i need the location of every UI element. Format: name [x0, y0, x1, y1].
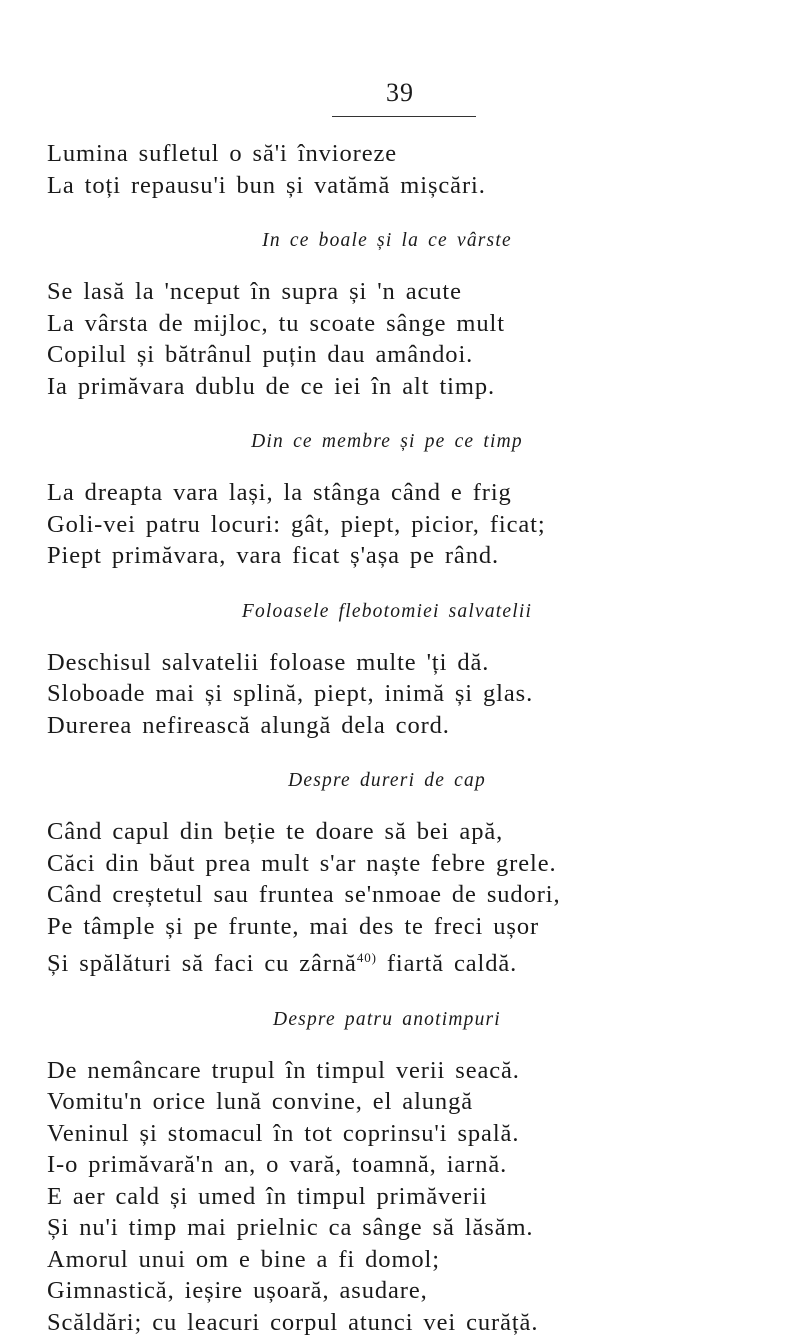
- verse-text: Și spălături să faci cu zârnă: [47, 950, 357, 977]
- verse-line: Pe tâmple și pe frunte, mai des te freci ușor: [47, 911, 767, 943]
- verse-line: Durerea nefirească alungă dela cord.: [47, 710, 767, 742]
- verse-line: Se lasă la 'nceput în supra și 'n acute: [47, 276, 767, 308]
- section-heading: Despre dureri de cap: [47, 770, 727, 792]
- page-number-rule: [332, 116, 476, 117]
- verse-line: Ia primăvara dublu de ce iei în alt timp.: [47, 371, 767, 403]
- verse-line: I-o primăvară'n an, o vară, toamnă, iarnă.: [47, 1149, 767, 1181]
- verse-line: Veninul și stomacul în tot coprinsu'i spală.: [47, 1118, 767, 1150]
- verse-line: Și nu'i timp mai prielnic ca sânge să lăsăm.: [47, 1212, 767, 1244]
- verse-line: Piept primăvara, vara ficat ș'așa pe rând.: [47, 540, 767, 572]
- verse-line: Amorul unui om e bine a fi domol;: [47, 1244, 767, 1276]
- stanza: [47, 647, 767, 742]
- section-heading: In ce boale și la ce vârste: [47, 230, 727, 252]
- section-heading: Foloasele flebotomiei salvatelii: [47, 601, 727, 623]
- verse-line: La vârsta de mijloc, tu scoate sânge mult: [47, 308, 767, 340]
- page-number: 39: [0, 78, 800, 108]
- verse-line: Când capul din beție te doare să bei apă,: [47, 816, 767, 848]
- verse-line: Scăldări; cu leacuri corpul atunci vei curăță.: [47, 1307, 767, 1338]
- stanza: [47, 1055, 767, 1338]
- footnote-reference: 40): [357, 950, 377, 965]
- stanza: [47, 276, 767, 402]
- verse-line: La toți repausu'i bun și vatămă mișcări.: [47, 170, 767, 202]
- stanza: [47, 816, 767, 980]
- verse-line-with-footnote: [47, 942, 767, 980]
- verse-line: E aer cald și umed în timpul primăverii: [47, 1181, 767, 1213]
- verse-line: La dreapta vara lași, la stânga când e frig: [47, 477, 767, 509]
- stanza-opening: [47, 138, 767, 201]
- verse-line: Copilul și bătrânul puțin dau amândoi.: [47, 339, 767, 371]
- verse-line: Gimnastică, ieșire ușoară, asudare,: [47, 1275, 767, 1307]
- section-heading: Despre patru anotimpuri: [47, 1009, 727, 1031]
- verse-text: fiartă caldă.: [387, 950, 517, 977]
- verse-line: Deschisul salvatelii foloase multe 'ți dă.: [47, 647, 767, 679]
- verse-line: Goli-vei patru locuri: gât, piept, picior, ficat;: [47, 509, 767, 541]
- stanza: [47, 477, 767, 572]
- poem-body: [47, 138, 767, 1338]
- verse-line: Căci din băut prea mult s'ar naște febre grele.: [47, 848, 767, 880]
- verse-line: Vomitu'n orice lună convine, el alungă: [47, 1086, 767, 1118]
- verse-line: De nemâncare trupul în timpul verii seacă.: [47, 1055, 767, 1087]
- verse-line: Lumina sufletul o să'i învioreze: [47, 138, 767, 170]
- section-heading: Din ce membre și pe ce timp: [47, 431, 727, 453]
- verse-line: Când creștetul sau fruntea se'nmoae de sudori,: [47, 879, 767, 911]
- verse-line: Sloboade mai și splină, piept, inimă și glas.: [47, 678, 767, 710]
